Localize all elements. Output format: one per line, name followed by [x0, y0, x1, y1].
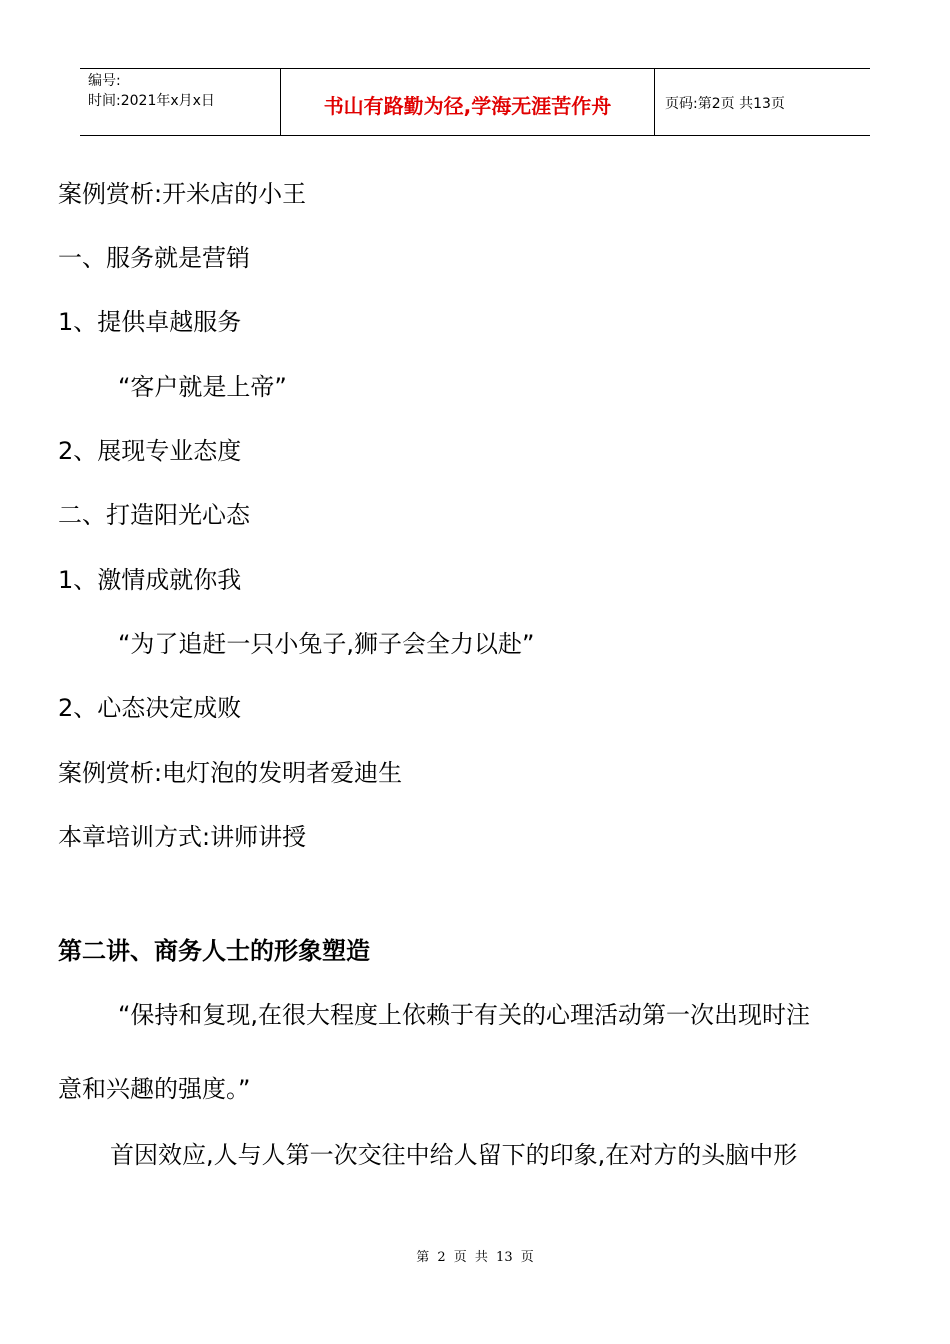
page-footer: 第 2 页 共 13 页 [416, 1250, 534, 1265]
document-date: 时间:2021年x月x日 [88, 93, 215, 109]
header-page-code: 页码:第2页 共13页 [665, 96, 785, 112]
page-header [80, 68, 870, 136]
case-study-heading: 案例赏析:开米店的小王 [58, 180, 307, 208]
document-number-label: 编号: [88, 73, 121, 89]
paragraph-line: 首因效应,人与人第一次交往中给人留下的印象,在对方的头脑中形 [110, 1141, 798, 1169]
section-heading: 二、打造阳光心态 [58, 501, 250, 529]
quote-line: “为了追赶一只小兔子,狮子会全力以赴” [118, 630, 535, 658]
lecture-title: 第二讲、商务人士的形象塑造 [58, 937, 370, 965]
paragraph-line: 意和兴趣的强度。” [58, 1075, 251, 1103]
training-method: 本章培训方式:讲师讲授 [58, 823, 307, 851]
paragraph-line: “保持和复现,在很大程度上依赖于有关的心理活动第一次出现时注 [118, 1001, 811, 1029]
subsection-heading: 1、激情成就你我 [58, 566, 242, 594]
subsection-heading: 2、展现专业态度 [58, 437, 242, 465]
subsection-heading: 2、心态决定成败 [58, 694, 242, 722]
header-meta [80, 69, 281, 135]
subsection-heading: 1、提供卓越服务 [58, 308, 242, 336]
case-study-heading: 案例赏析:电灯泡的发明者爱迪生 [58, 759, 403, 787]
header-motto: 书山有路勤为径,学海无涯苦作舟 [281, 69, 655, 135]
section-heading: 一、服务就是营销 [58, 244, 250, 272]
quote-line: “客户就是上帝” [118, 373, 287, 401]
